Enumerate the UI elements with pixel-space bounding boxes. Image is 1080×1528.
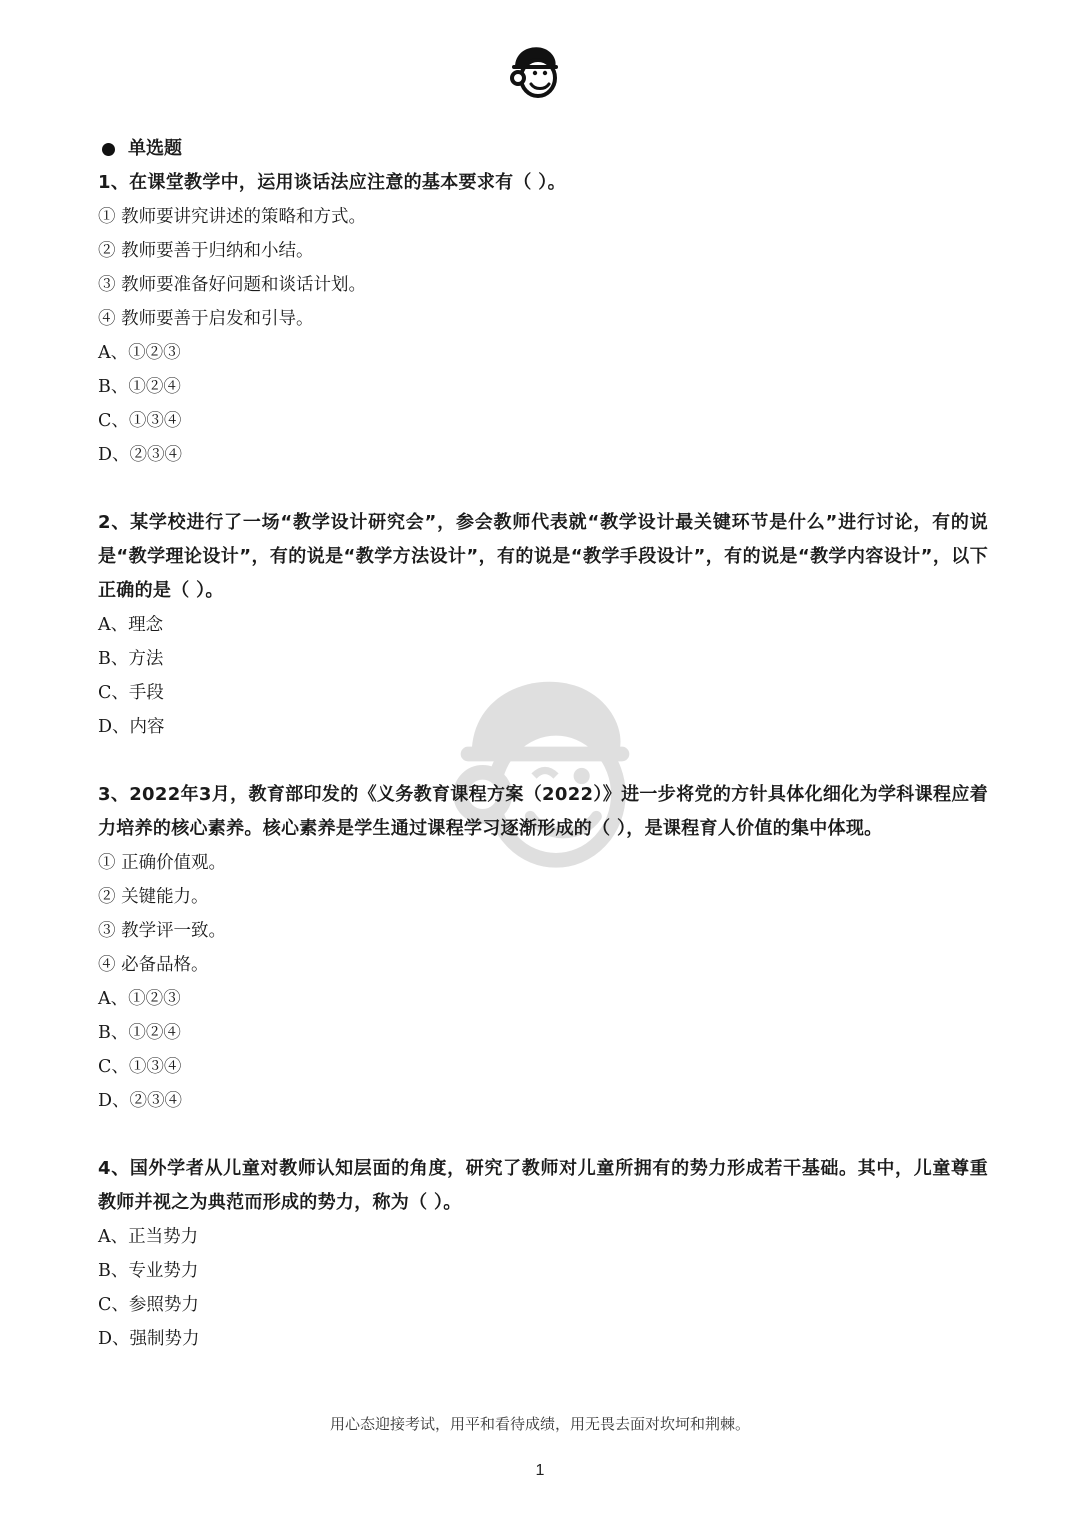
statement-item: ④ 必备品格。 bbox=[98, 955, 209, 975]
statement-item: ② 教师要善于归纳和小结。 bbox=[98, 241, 314, 261]
question-2 bbox=[98, 506, 988, 744]
option-d[interactable]: D、强制势力 bbox=[98, 1329, 200, 1349]
question-stem: 3、2022年3月，教育部印发的《义务教育课程方案（2022）》进一步将党的方针具体化细化为学科课程应着力培养的核心素养。核心素养是学生通过课程学习逐渐形成的（ ），是课程育人价值的集中体现。 bbox=[98, 784, 988, 839]
statement-item: ③ 教师要准备好问题和谈话计划。 bbox=[98, 275, 367, 295]
option-b[interactable]: B、①②④ bbox=[98, 377, 181, 397]
option-c[interactable]: C、①③④ bbox=[98, 1057, 182, 1077]
spacer bbox=[98, 472, 988, 506]
option-d[interactable]: D、内容 bbox=[98, 717, 165, 737]
question-stem: 2、某学校进行了一场“教学设计研究会”，参会教师代表就“教学设计最关键环节是什么”进行讨论，有的说是“教学理论设计”，有的说是“教学方法设计”，有的说是“教学手段设计”，有的说是“教学内容设计”，以下正确的是（ ）。 bbox=[98, 512, 988, 601]
question-4 bbox=[98, 1152, 988, 1356]
option-c[interactable]: C、手段 bbox=[98, 683, 164, 703]
spacer bbox=[98, 744, 988, 778]
question-stem: 1、在课堂教学中，运用谈话法应注意的基本要求有（ ）。 bbox=[98, 172, 566, 193]
question-stem: 4、国外学者从儿童对教师认知层面的角度，研究了教师对儿童所拥有的势力形成若干基础。其中，儿童尊重教师并视之为典范而形成的势力，称为（ ）。 bbox=[98, 1158, 988, 1213]
option-b[interactable]: B、方法 bbox=[98, 649, 164, 669]
question-3 bbox=[98, 778, 988, 1118]
option-c[interactable]: C、①③④ bbox=[98, 411, 182, 431]
statement-item: ① 正确价值观。 bbox=[98, 853, 227, 873]
bullet-icon bbox=[102, 143, 115, 156]
section-title: 单选题 bbox=[128, 138, 182, 159]
section-heading bbox=[98, 132, 988, 166]
option-b[interactable]: B、①②④ bbox=[98, 1023, 181, 1043]
footer-motto: 用心态迎接考试，用平和看待成绩，用无畏去面对坎坷和荆棘。 bbox=[329, 1415, 750, 1433]
page-number: 1 bbox=[535, 1462, 545, 1479]
option-b[interactable]: B、专业势力 bbox=[98, 1261, 199, 1281]
monkey-logo-icon bbox=[505, 40, 565, 100]
question-1 bbox=[98, 166, 988, 472]
option-a[interactable]: A、①②③ bbox=[98, 989, 181, 1009]
spacer bbox=[98, 1118, 988, 1152]
statement-item: ③ 教学评一致。 bbox=[98, 921, 227, 941]
statement-item: ② 关键能力。 bbox=[98, 887, 209, 907]
content-area bbox=[98, 132, 988, 1356]
option-d[interactable]: D、②③④ bbox=[98, 445, 183, 465]
option-c[interactable]: C、参照势力 bbox=[98, 1295, 199, 1315]
option-a[interactable]: A、理念 bbox=[98, 615, 164, 635]
statement-item: ④ 教师要善于启发和引导。 bbox=[98, 309, 314, 329]
option-d[interactable]: D、②③④ bbox=[98, 1091, 183, 1111]
statement-item: ① 教师要讲究讲述的策略和方式。 bbox=[98, 207, 367, 227]
option-a[interactable]: A、①②③ bbox=[98, 343, 181, 363]
option-a[interactable]: A、正当势力 bbox=[98, 1227, 199, 1247]
